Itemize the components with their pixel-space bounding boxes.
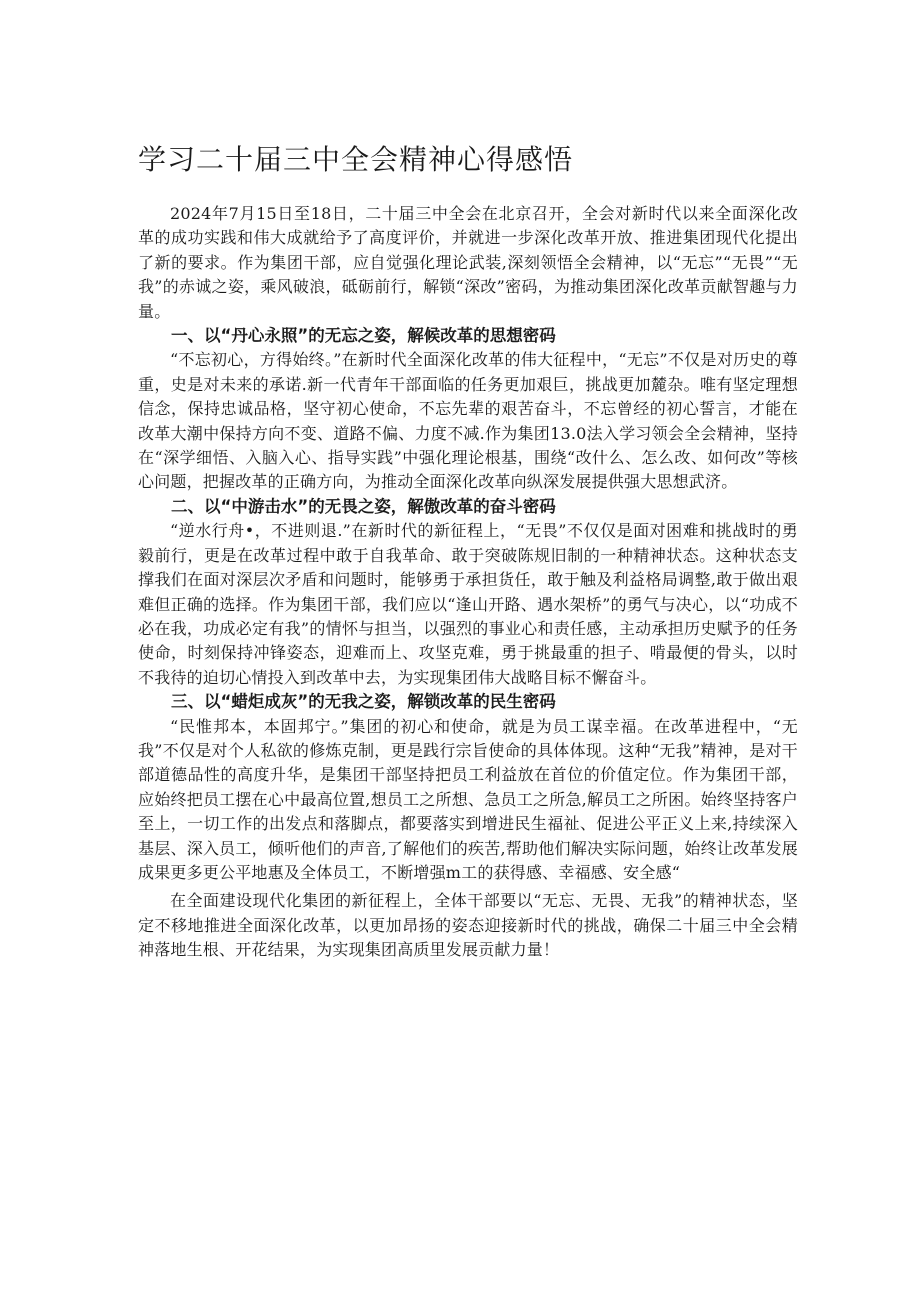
intro-paragraph: 2024年7月15日至18日，二十届三中全会在北京召开，全会对新时代以来全面深化改革的成功实践和伟大成就给予了高度评价，并就进一步深化改革开放、推进集团现代化提出了新的要求。作为集团干部，应自觉强化理论武装,深刻领悟全会精神，以“无忘”“无畏”“无我”的赤诚之姿，乘风破浪，砥砺前行，解锁“深改”密码，为推动集团深化改革贡献智趣与力量。 <box>138 204 798 321</box>
section-3-body: “民惟邦本，本固邦宁。”集团的初心和使命，就是为员工谋幸福。在改革进程中，“无我”不仅是对个人私欲的修炼克制，更是践行宗旨使命的具体体现。这种“无我”精神，是对干部道德品性的高度升华，是集团干部坚持把员工利益放在首位的价值定位。作为集团干部，应始终把员工摆在心中最高位置,想员工之所想、急员工之所急,解员工之所困。始终坚持客户至上，一切工作的出发点和落脚点，都要落实到增进民生福祉、促进公平正义上来,持续深入基层、深入员工，倾听他们的声音,了解他们的疾苦,帮助他们解决实际问题，始终让改革发展成果更多更公平地惠及全体员工，不断增强m工的获得感、幸福感、安全感“ <box>138 716 798 882</box>
closing-paragraph: 在全面建设现代化集团的新征程上，全体干部要以“无忘、无畏、无我”的精神状态，坚定不移地推进全面深化改革，以更加昂扬的姿态迎接新时代的挑战，确保二十届三中全会精神落地生根、开花结果，为实现集团高质里发展贡献力量！ <box>138 891 798 960</box>
section-2-heading: 二、以“中游击水”的无畏之姿，解傲改革的奋斗密码 <box>171 496 556 516</box>
document-title: 学习二十届三中全会精神心得感悟 <box>138 143 574 176</box>
section-3-heading: 三、以“蜡炬成灰”的无我之姿，解锁改革的民生密码 <box>171 692 556 712</box>
section-1-body: “不忘初心，方得始终。”在新时代全面深化改革的伟大征程中，“无忘”不仅是对历史的尊重，史是对未来的承诺.新一代青年干部面临的任务更加艰巨，挑战更加麓杂。唯有坚定理想信念，保持忠诚品格，坚守初心使命，不忘先辈的艰苦奋斗，不忘曾经的初心誓言，才能在改革大潮中保持方向不变、道路不偏、力度不减.作为集团13.0法入学习领会全会精神，坚持在“深学细悟、入脑入心、指导实践”中强化理论根基，围绕“改什么、怎么改、如何改”等核心问题，把握改革的正确方向，为推动全面深化改革向纵深发展提供强大思想武济。 <box>138 350 798 492</box>
document-page <box>138 138 798 963</box>
section-1-heading: 一、以“丹心永照”的无忘之姿，解候改革的思想密码 <box>171 326 556 346</box>
section-2-body: “逆水行舟•，不进则退.”在新时代的新征程上，“无畏”不仅仅是面对困难和挑战时的勇毅前行，更是在改革过程中敢于自我革命、敢于突破陈规旧制的一种精神状态。这种状态支撑我们在面对深层次矛盾和问题时，能够勇于承担货任，敢于触及利益格局调整,敢于做出艰难但正确的选择。作为集团干部，我们应以“逢山开路、遇水架桥”的勇气与决心，以“功成不必在我，功成必定有我”的情怀与担当，以强烈的事业心和责任感，主动承担历史赋予的任务使命，时刻保持冲锋姿态，迎难而上、攻坚克难，勇于挑最重的担子、啃最便的骨头，以时不我待的迫切心情投入到改革中去，为实现集团伟大战略目标不懈奋斗。 <box>138 521 798 687</box>
